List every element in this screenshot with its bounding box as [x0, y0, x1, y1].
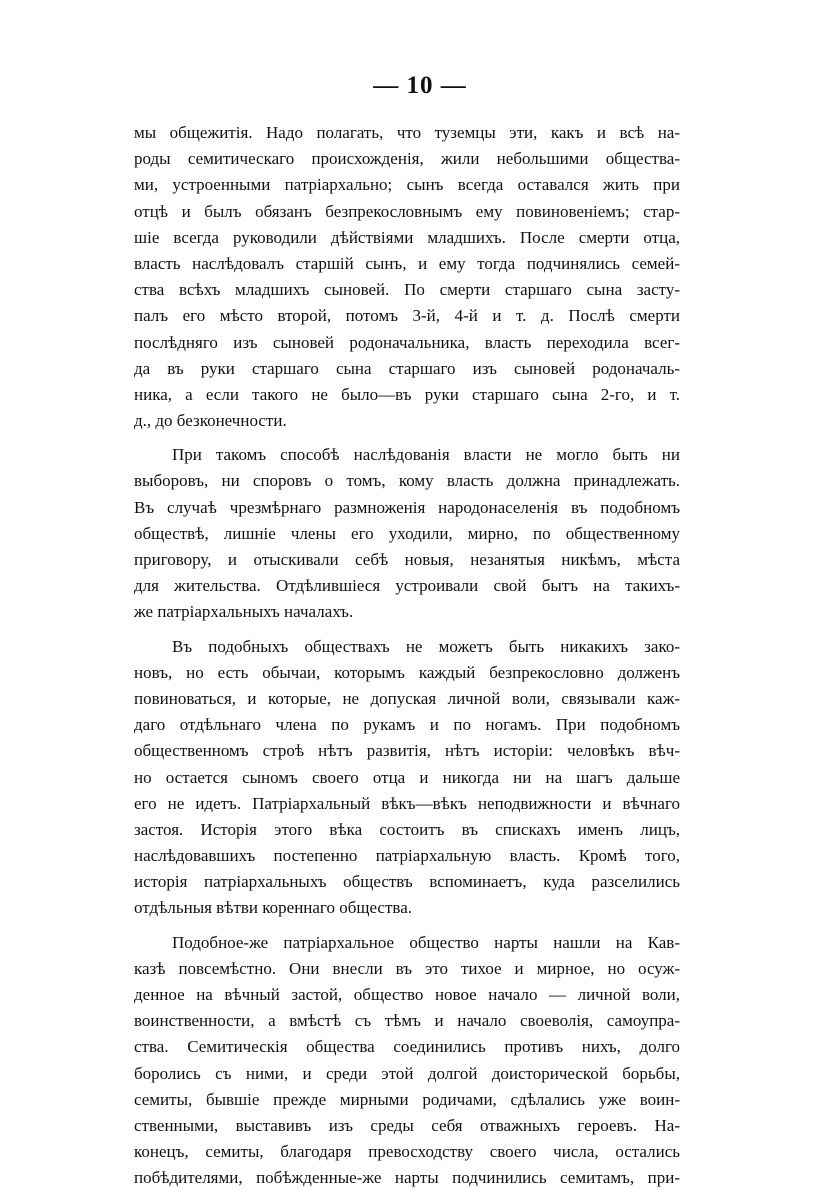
- text-line: обществѣ, лишніе члены его уходили, мирно, по общественному: [134, 523, 680, 543]
- text-line: ми, устроенными патріархально; сынъ всегда оставался жить при: [134, 175, 680, 195]
- text-line: палъ его мѣсто второй, потомъ 3-й, 4-й и т. д. Послѣ смерти: [134, 306, 680, 326]
- text-line: новъ, но есть обычаи, которымъ каждый безпрекословно долженъ: [134, 662, 680, 682]
- text-line: же патріархальныхъ началахъ.: [134, 602, 354, 622]
- text-line: мы общежитія. Надо полагать, что туземцы эти, какъ и всѣ на-: [134, 123, 680, 142]
- text-line: Въ случаѣ чрезмѣрнаго размноженія народонаселенія въ подобномъ: [134, 497, 680, 517]
- text-line: исторія патріархальныхъ обществъ вспоминаетъ, куда разселились: [134, 872, 680, 892]
- text-line: застоя. Исторія этого вѣка состоитъ въ спискахъ именъ лицъ,: [134, 819, 680, 839]
- paragraph-4: [134, 930, 680, 1192]
- text-line: ства. Семитическія общества соединились противъ нихъ, долго: [134, 1037, 680, 1057]
- text-line: ника, а если такого не было—въ руки старшаго сына 2-го, и т.: [134, 384, 680, 404]
- text-line: но остается сыномъ своего отца и никогда ни на шагъ дальше: [134, 767, 680, 787]
- text-line: семиты, бывшіе прежде мирными родичами, сдѣлались уже воин-: [134, 1089, 680, 1109]
- text-line: шіе всегда руководили дѣйствіями младшихъ. После смерти отца,: [134, 227, 680, 247]
- body-text: [134, 120, 680, 1192]
- paragraph-2: [134, 442, 680, 625]
- text-line: для жительства. Отдѣлившіеся устроивали свой бытъ на такихъ-: [134, 576, 680, 596]
- text-line: ственными, выставивъ изъ среды себя отважныхъ героевъ. На-: [134, 1115, 680, 1135]
- text-line: да въ руки старшаго сына старшаго изъ сыновей родоначаль-: [134, 358, 680, 378]
- text-line: При такомъ способѣ наслѣдованія власти не могло быть ни: [172, 445, 680, 465]
- text-line: власть наслѣдовалъ старшій сынъ, и ему тогда подчинялись семей-: [134, 253, 680, 273]
- text-line: воинственности, а вмѣстѣ съ тѣмъ и начало своеволія, самоупра-: [134, 1011, 680, 1031]
- text-line: даго отдѣльнаго члена по рукамъ и по ногамъ. При подобномъ: [134, 715, 680, 735]
- text-line: д., до безконечности.: [134, 411, 287, 431]
- text-line: его не идетъ. Патріархальный вѣкъ—вѣкъ неподвижности и вѣчнаго: [134, 793, 680, 813]
- text-line: боролись съ ними, и среди этой долгой доисторической борьбы,: [134, 1063, 680, 1083]
- paragraph-1: [134, 120, 680, 434]
- text-line: Въ подобныхъ обществахъ не можетъ быть никакихъ зако-: [172, 636, 680, 656]
- text-line: казѣ повсемѣстно. Они внесли въ это тихое и мирное, но осуж-: [134, 958, 680, 978]
- text-line: побѣдителями, побѣжденные-же нарты подчинились семитамъ, при-: [134, 1168, 680, 1188]
- text-line: отдѣльныя вѣтви кореннаго общества.: [134, 898, 413, 918]
- paragraph-3: [134, 634, 680, 922]
- text-line: выборовъ, ни споровъ о томъ, кому власть должна принадлежать.: [134, 471, 680, 491]
- page-number: — 10 —: [373, 72, 467, 99]
- text-line: роды семитическаго происхожденія, жили небольшими общества-: [134, 149, 680, 169]
- text-line: приговору, и отыскивали себѣ новыя, незанятыя никѣмъ, мѣста: [134, 550, 680, 569]
- text-line: Подобное-же патріархальное общество нарты нашли на Кав-: [172, 932, 680, 952]
- text-line: конецъ, семиты, благодаря превосходству своего числа, остались: [134, 1142, 680, 1162]
- text-line: отцѣ и былъ обязанъ безпрекословнымъ ему повиновеніемъ; стар-: [134, 201, 680, 221]
- text-line: общественномъ строѣ нѣтъ развитія, нѣтъ исторіи: человѣкъ вѣч-: [134, 741, 680, 761]
- text-line: повиноваться, и которые, не допуская личной воли, связывали каж-: [134, 688, 680, 708]
- text-line: ства всѣхъ младшихъ сыновей. По смерти старшаго сына засту-: [134, 280, 680, 300]
- text-line: денное на вѣчный застой, общество новое начало — личной воли,: [134, 985, 680, 1004]
- text-line: наслѣдовавшихъ постепенно патріархальную власть. Кромѣ того,: [134, 846, 680, 866]
- text-line: послѣдняго изъ сыновей родоначальника, власть переходила всег-: [134, 332, 680, 352]
